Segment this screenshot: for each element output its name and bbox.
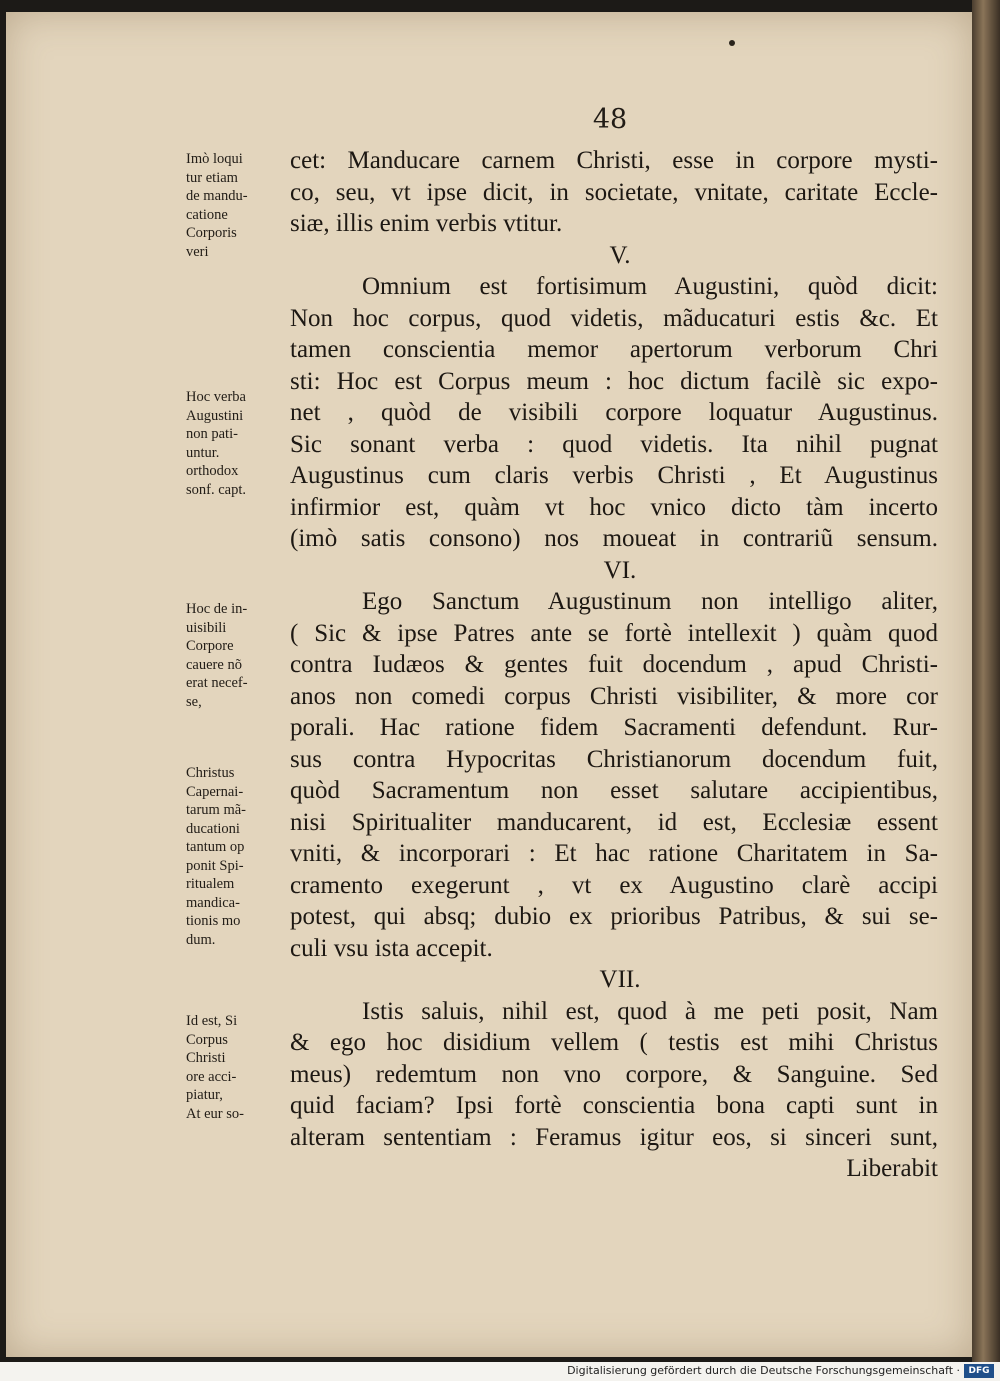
text-line: contra Iudæos & gentes fuit docendum , apud Christi-: [290, 651, 938, 678]
text-line: Omnium est fortisimum Augustini, quòd dicit:: [362, 273, 938, 300]
page-edge: [972, 0, 1000, 1362]
main-text: [290, 145, 938, 1185]
margin-line: piatur,: [186, 1087, 223, 1103]
margin-note-1: [186, 150, 286, 261]
margin-line: ponit Spi-: [186, 857, 244, 874]
margin-line: ore acci-: [186, 1068, 237, 1085]
margin-line: tarum mã-: [186, 802, 246, 818]
margin-note-4: [186, 764, 286, 949]
margin-line: tionis mo: [186, 913, 241, 929]
margin-line: untur.: [186, 444, 220, 461]
margin-line: se,: [186, 693, 202, 710]
margin-note-2: [186, 388, 286, 499]
footer-bar: [0, 1362, 1000, 1381]
text-line: siæ, illis enim verbis vtitur.: [290, 210, 563, 237]
margin-line: sonf. capt.: [186, 481, 246, 498]
text-line: anos non comedi corpus Christi visibiliter, & more cor: [290, 682, 938, 710]
text-line: Non hoc corpus, quod videtis, mãducaturi estis &c. Et: [290, 304, 938, 332]
text-line: Sic sonant verba : quod videtis. Ita nihil pugnat: [290, 430, 938, 458]
margin-line: Augustini: [186, 407, 244, 424]
margin-line: dum.: [186, 931, 216, 948]
ink-dot: [729, 40, 735, 46]
margin-line: Christi: [186, 1050, 226, 1066]
text-line: (imò satis consono) nos moueat in contrariũ sensum.: [290, 525, 938, 552]
margin-line: Corporis: [186, 225, 237, 241]
text-line: net , quòd de visibili corpore loquatur Augustinus.: [290, 399, 938, 426]
margin-line: uisibili: [186, 619, 227, 636]
text-line: ( Sic & ipse Patres ante se fortè intellexit ) quàm quod: [290, 619, 938, 647]
margin-line: Hoc de in-: [186, 601, 248, 617]
margin-line: Id est, Si: [186, 1013, 238, 1029]
text-line: vniti, & incorporari : Et hac ratione Charitatem in Sa-: [290, 840, 938, 867]
text-line: nisi Spiritualiter manducarent, id est, Ecclesiæ essent: [290, 808, 938, 836]
margin-note-5: [186, 1012, 286, 1123]
text-line: alteram sententiam : Feramus igitur eos, si sinceri sunt,: [290, 1123, 938, 1151]
section-heading-vii: VII.: [599, 966, 641, 993]
catchword: Liberabit: [846, 1155, 938, 1182]
margin-line: ritualem: [186, 876, 235, 892]
text-line: co, seu, vt ipse dicit, in societate, vnitate, caritate Eccle-: [290, 178, 938, 206]
page-number: 48: [592, 104, 628, 135]
funding-notice: Digitalisierung gefördert durch die Deutsche Forschungsgemeinschaft ·: [567, 1364, 960, 1377]
section-heading-vi: VI.: [603, 556, 637, 584]
text-line: porali. Hac ratione fidem Sacramenti defendunt. Rur-: [290, 714, 938, 741]
margin-line: orthodox: [186, 463, 239, 479]
margin-line: erat necef-: [186, 675, 248, 691]
margin-line: non pati-: [186, 426, 238, 442]
text-line: sti: Hoc est Corpus meum : hoc dictum facilè sic expo-: [290, 367, 938, 395]
text-line: Ego Sanctum Augustinum non intelligo aliter,: [362, 588, 938, 615]
margin-line: Imò loqui: [186, 151, 243, 167]
text-line: sus contra Hypocritas Christianorum docendum fuit,: [290, 745, 938, 773]
text-line: cet: Manducare carnem Christi, esse in corpore mysti-: [290, 147, 938, 174]
text-line: cramento exegerunt , vt ex Augustino clarè accipi: [290, 871, 938, 899]
text-line: & ego hoc disidium vellem ( testis est mihi Christus: [290, 1029, 938, 1056]
text-line: potest, qui absq; dubio ex prioribus Patribus, & sui se-: [290, 903, 938, 930]
margin-line: ducationi: [186, 820, 240, 837]
margin-note-3: [186, 600, 286, 711]
text-line: tamen conscientia memor apertorum verborum Chri: [290, 336, 938, 363]
text-line: Istis saluis, nihil est, quod à me peti posit, Nam: [362, 997, 938, 1025]
margin-line: Christus: [186, 765, 235, 781]
text-line: quòd Sacramentum non esset salutare accipientibus,: [290, 777, 938, 804]
margin-line: veri: [186, 243, 209, 260]
margin-line: At eur so-: [186, 1105, 244, 1122]
text-line: infirmior est, quàm vt hoc vnico dicto tàm incerto: [290, 493, 938, 521]
section-heading-v: V.: [609, 241, 631, 269]
text-line: meus) redemtum non vno corpore, & Sanguine. Sed: [290, 1060, 938, 1088]
margin-line: Corpus: [186, 1031, 228, 1048]
margin-line: Corpore: [186, 638, 234, 654]
margin-line: Hoc verba: [186, 389, 246, 405]
margin-line: cauere nõ: [186, 656, 242, 673]
text-line: Augustinus cum claris verbis Christi , Et Augustinus: [290, 462, 938, 489]
margin-line: mandica-: [186, 894, 240, 911]
text-line: quid faciam? Ipsi fortè conscientia bona capti sunt in: [290, 1092, 938, 1119]
dfg-logo[interactable]: DFG: [964, 1364, 994, 1378]
margin-line: tantum op: [186, 839, 245, 855]
margin-line: Capernai-: [186, 783, 244, 800]
margin-line: tur etiam: [186, 169, 238, 186]
text-line: culi vsu ista accepit.: [290, 934, 493, 962]
margin-line: de mandu-: [186, 188, 248, 204]
margin-line: catione: [186, 206, 228, 223]
